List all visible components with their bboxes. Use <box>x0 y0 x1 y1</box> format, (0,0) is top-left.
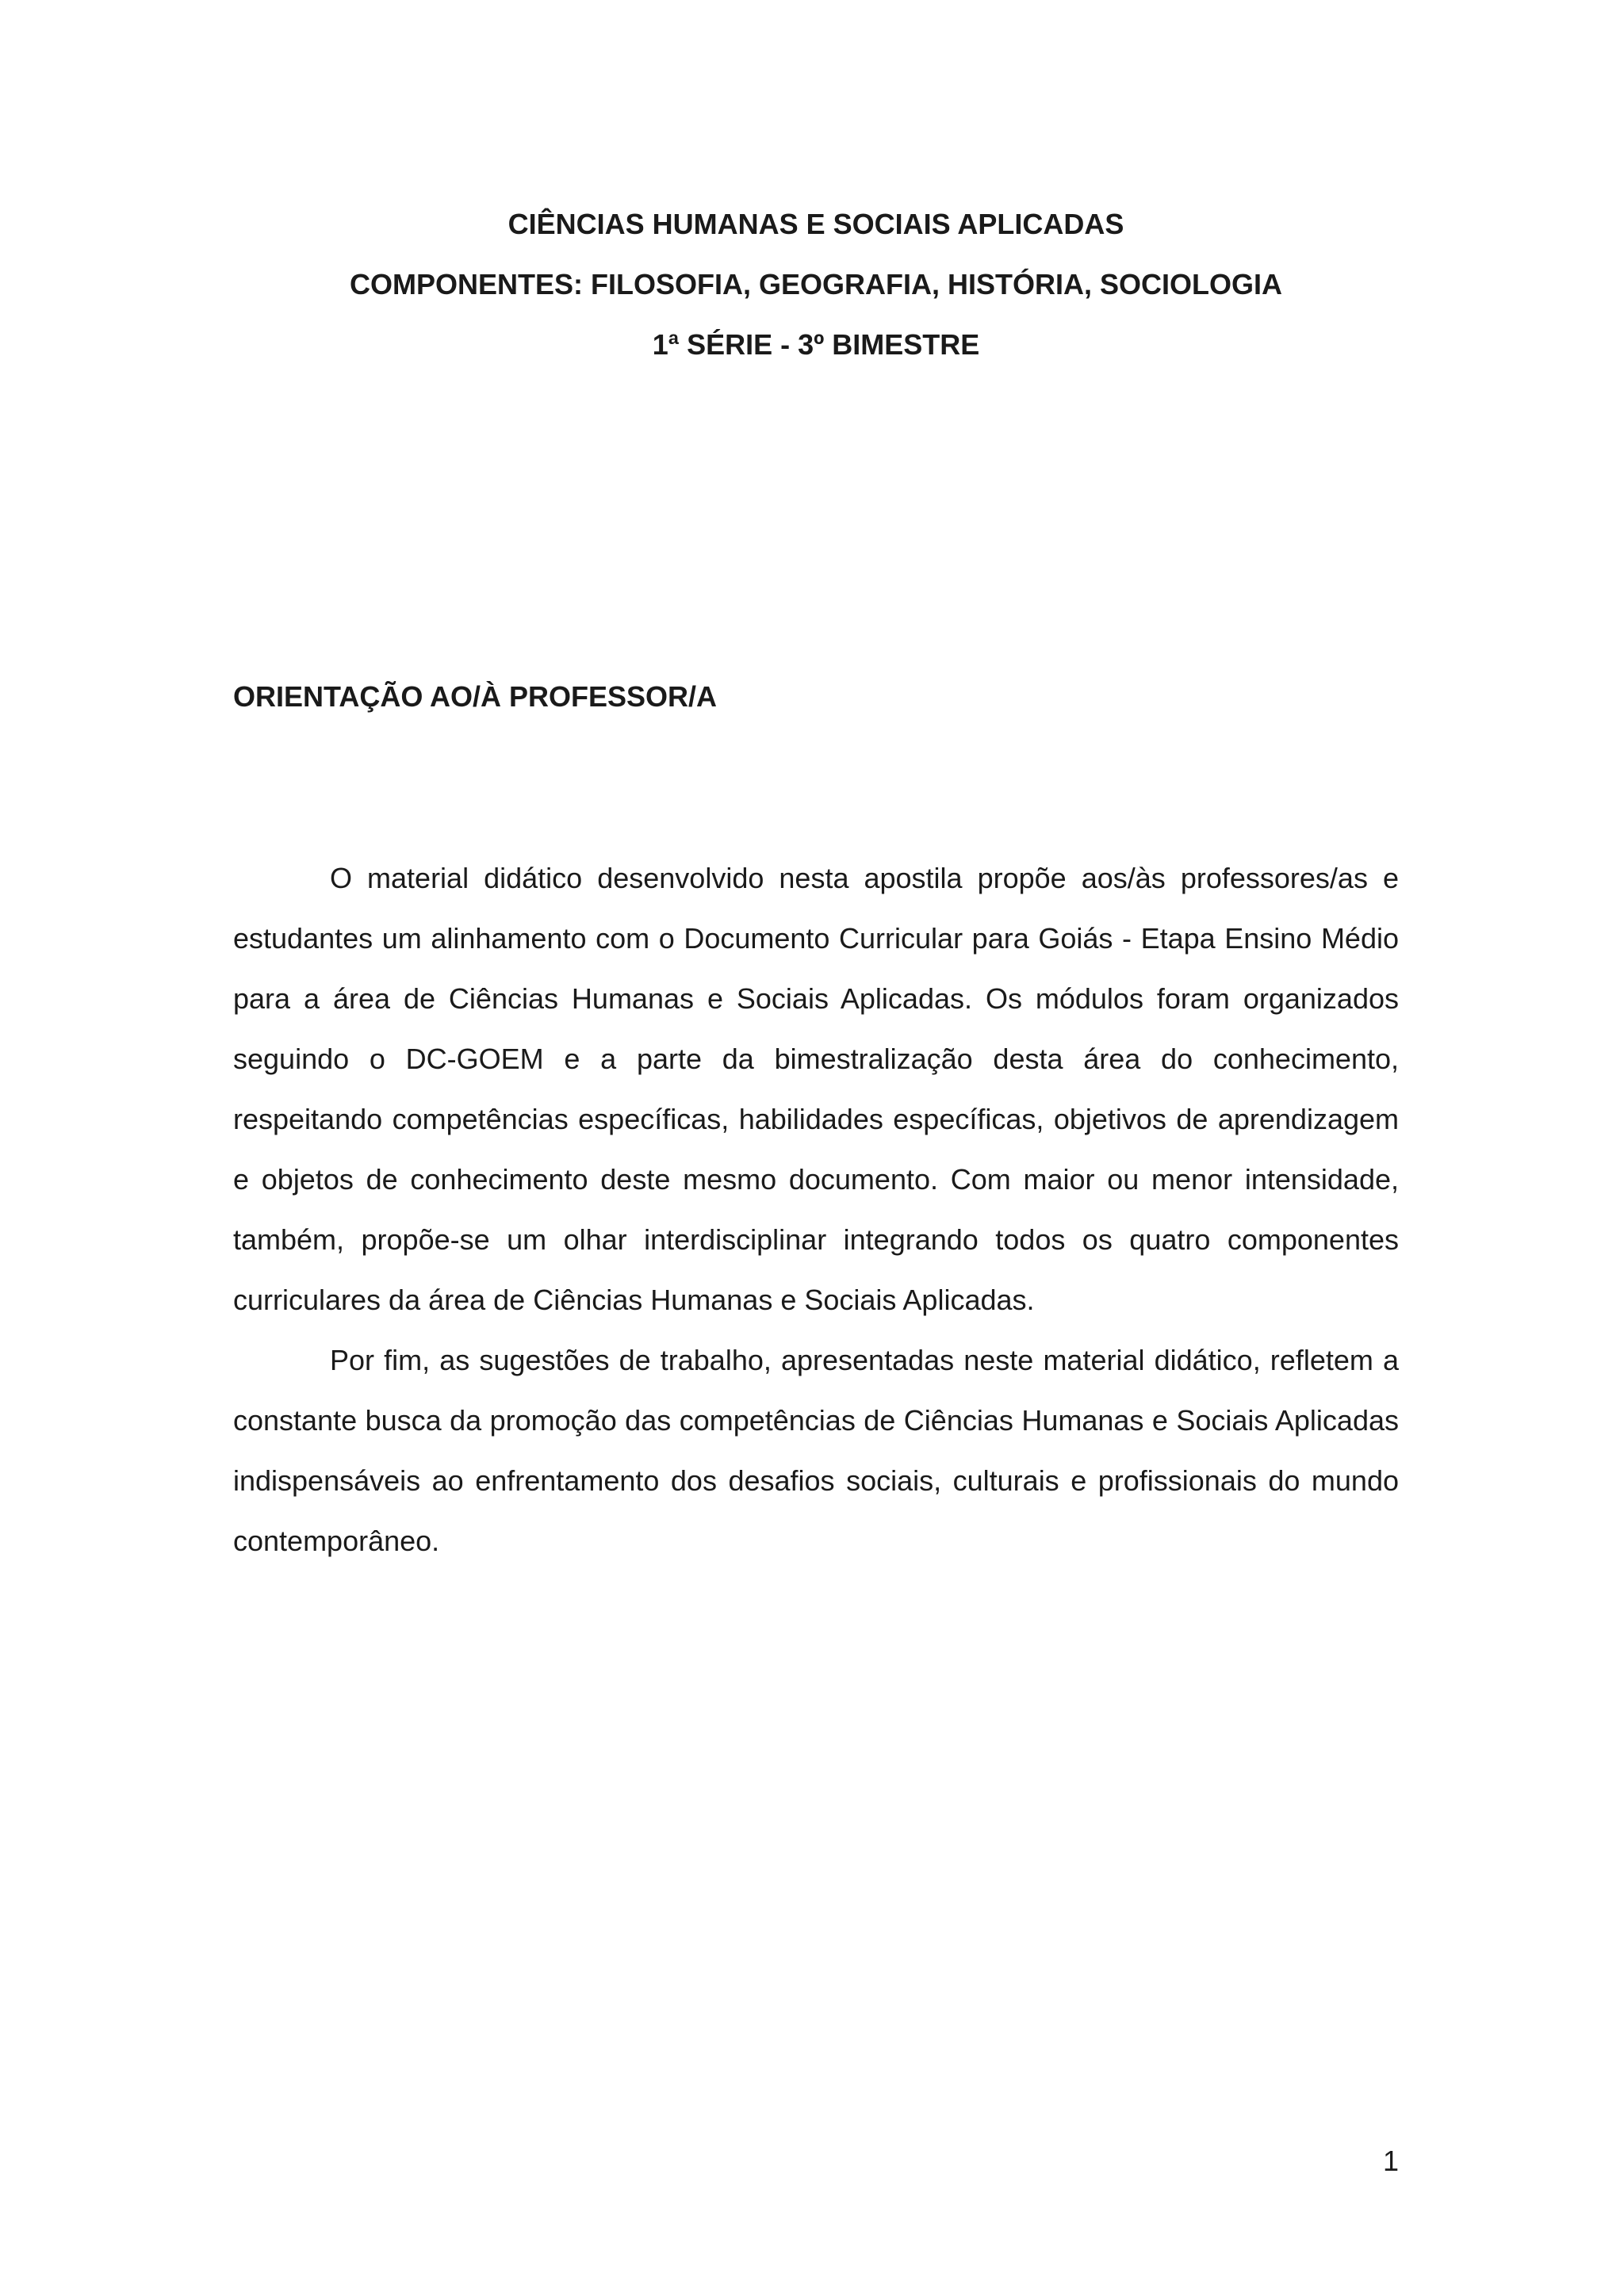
document-header <box>233 194 1399 375</box>
grade-title: 1ª SÉRIE - 3º BIMESTRE <box>652 328 980 361</box>
section-heading: ORIENTAÇÃO AO/À PROFESSOR/A <box>233 680 718 713</box>
components-title: COMPONENTES: FILOSOFIA, GEOGRAFIA, HISTÓRIA, SOCIOLOGIA <box>349 268 1283 300</box>
body-paragraph: O material didático desenvolvido nesta apostila propõe aos/às professores/as e estudantes um alinhamento com o Documento Curricular para Goiás - Etapa Ensino Médio para a área de Ciências Humanas e Sociais Aplicadas. Os módulos foram organizados seguindo o DC-GOEM e a parte da bimestralização desta área do conhecimento, respeitando competências específicas, habilidades específicas, objetivos de aprendizagem e objetos de conhecimento deste mesmo documento. Com maior ou menor intensidade, também, propõe-se um olhar interdisciplinar integrando todos os quatro componentes curriculares da área de Ciências Humanas e Sociais Aplicadas. <box>233 862 1399 1316</box>
body-paragraph: Por fim, as sugestões de trabalho, apresentadas neste material didático, refletem a constante busca da promoção das competências de Ciências Humanas e Sociais Aplicadas indispensáveis ao enfrentamento dos desafios sociais, culturais e profissionais do mundo contemporâneo. <box>233 1344 1399 1557</box>
area-title: CIÊNCIAS HUMANAS E SOCIAIS APLICADAS <box>508 208 1124 240</box>
section-body <box>233 848 1399 1571</box>
page-number: 1 <box>1382 2145 1399 2177</box>
